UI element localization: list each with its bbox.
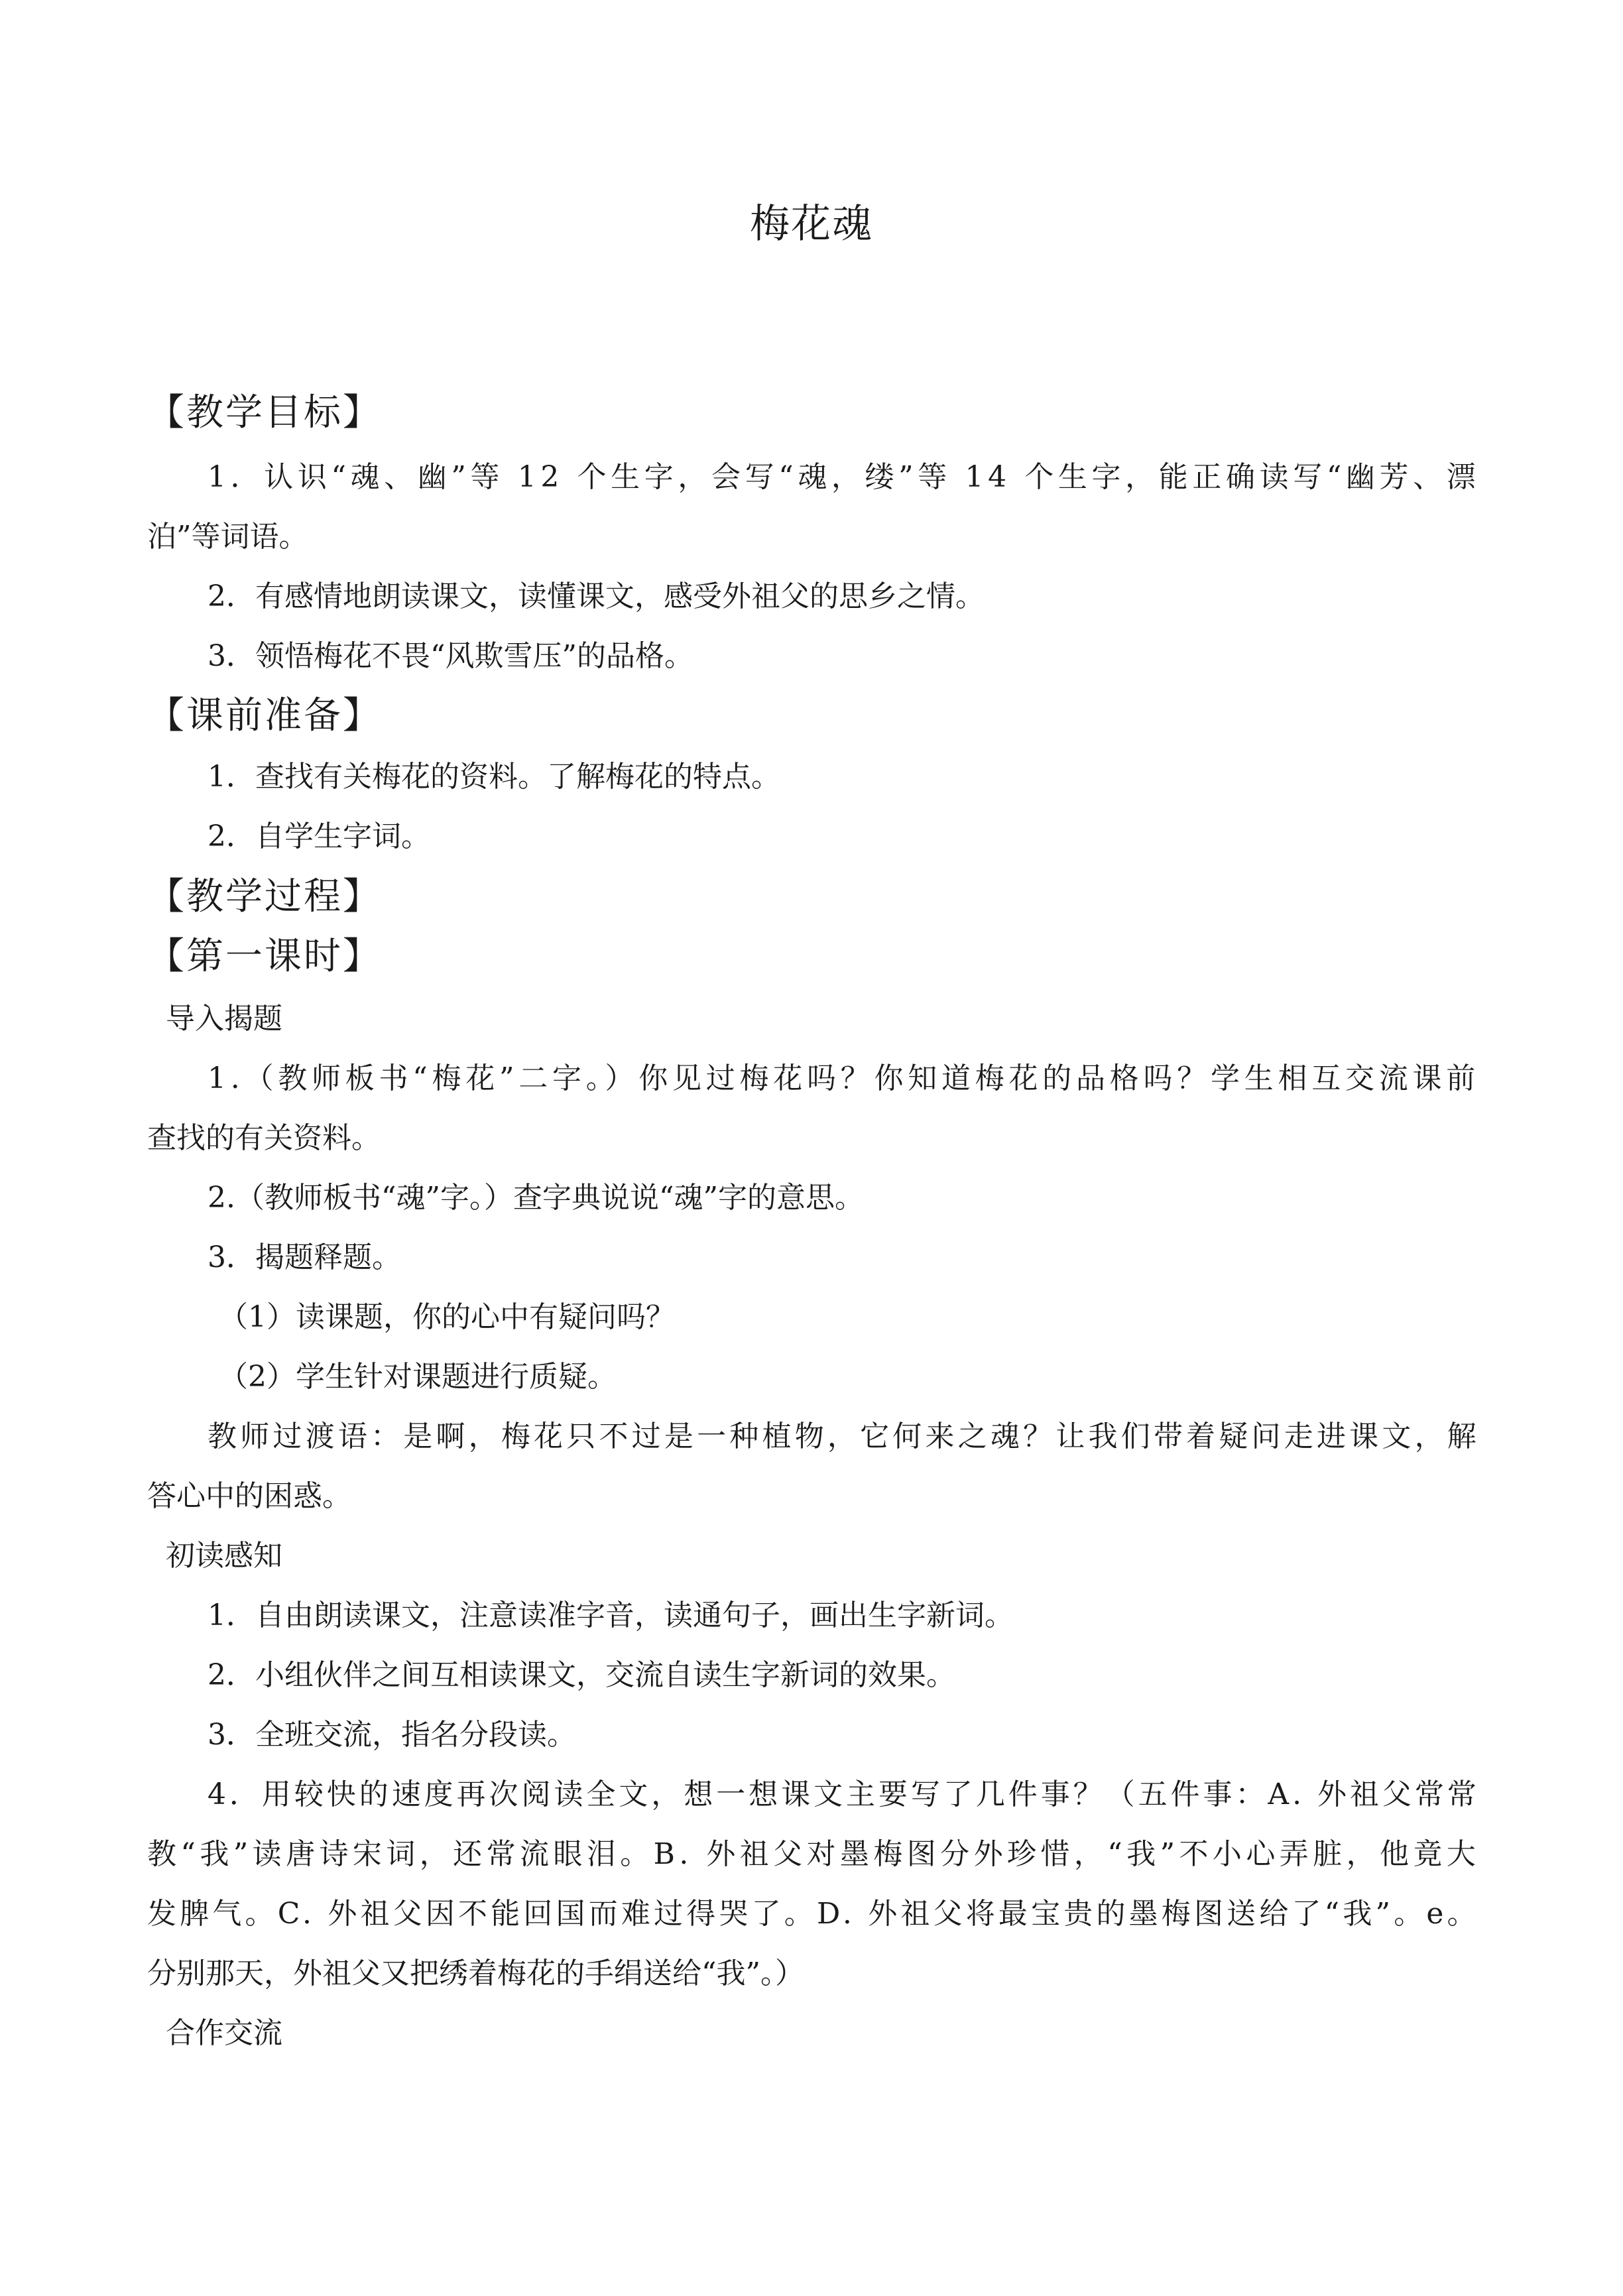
heading-first-lesson: 【第一课时】 bbox=[147, 935, 382, 978]
read-item-2: 2．小组伙伴之间互相读课文，交流自读生字新词的效果。 bbox=[208, 1658, 955, 1692]
prep-item-2: 2．自学生字词。 bbox=[208, 819, 430, 853]
intro-item-1: 1.（教师板书“梅花”二字。）你见过梅花吗？你知道梅花的品格吗？学生相互交流课前 bbox=[208, 1061, 1480, 1095]
heading-preparation: 【课前准备】 bbox=[147, 694, 382, 737]
subheading-intro: 导入揭题 bbox=[166, 1002, 282, 1036]
intro-item-3: 3．揭题释题。 bbox=[208, 1240, 401, 1274]
page-title: 梅花魂 bbox=[750, 201, 873, 247]
intro-transition: 教师过渡语：是啊，梅花只不过是一种植物，它何来之魂？让我们带着疑问走进课文，解 bbox=[208, 1420, 1480, 1453]
intro-transition-cont: 答心中的困惑。 bbox=[147, 1479, 351, 1513]
subheading-first-reading: 初读感知 bbox=[166, 1539, 282, 1573]
read-item-4-cont-2: 发脾气。C. 外祖父因不能回国而难过得哭了。D. 外祖父将最宝贵的墨梅图送给了“我”。e。 bbox=[147, 1897, 1480, 1931]
goal-item-1-cont: 泊”等词语。 bbox=[147, 520, 308, 554]
subheading-cooperation: 合作交流 bbox=[166, 2016, 282, 2050]
goal-item-1: 1．认识“魂、幽”等 12 个生字，会写“魂，缕”等 14 个生字，能正确读写“幽芳、漂 bbox=[208, 460, 1480, 494]
intro-subitem-2: （2）学生针对课题进行质疑。 bbox=[219, 1360, 617, 1394]
heading-teaching-goals: 【教学目标】 bbox=[147, 391, 382, 434]
read-item-4: 4．用较快的速度再次阅读全文，想一想课文主要写了几件事？（五件事：A. 外祖父常常 bbox=[208, 1778, 1480, 1811]
intro-item-2: 2.（教师板书“魂”字。）查字典说说“魂”字的意思。 bbox=[208, 1181, 864, 1215]
read-item-4-cont-3: 分别那天，外祖父又把绣着梅花的手绢送给“我”。） bbox=[147, 1957, 804, 1990]
goal-item-3: 3．领悟梅花不畏“风欺雪压”的品格。 bbox=[208, 639, 693, 673]
intro-subitem-1: （1）读课题，你的心中有疑问吗？ bbox=[219, 1300, 675, 1334]
heading-teaching-process: 【教学过程】 bbox=[147, 875, 382, 918]
goal-item-2: 2．有感情地朗读课文，读懂课文，感受外祖父的思乡之情。 bbox=[208, 579, 985, 613]
prep-item-1: 1．查找有关梅花的资料。了解梅花的特点。 bbox=[208, 760, 780, 794]
intro-item-1-cont: 查找的有关资料。 bbox=[147, 1121, 381, 1155]
read-item-1: 1．自由朗读课文，注意读准字音，读通句子，画出生字新词。 bbox=[208, 1599, 1014, 1632]
read-item-4-cont-1: 教“我”读唐诗宋词，还常流眼泪。B. 外祖父对墨梅图分外珍惜，“我”不小心弄脏，他竟大 bbox=[147, 1837, 1480, 1871]
read-item-3: 3．全班交流，指名分段读。 bbox=[208, 1718, 576, 1752]
